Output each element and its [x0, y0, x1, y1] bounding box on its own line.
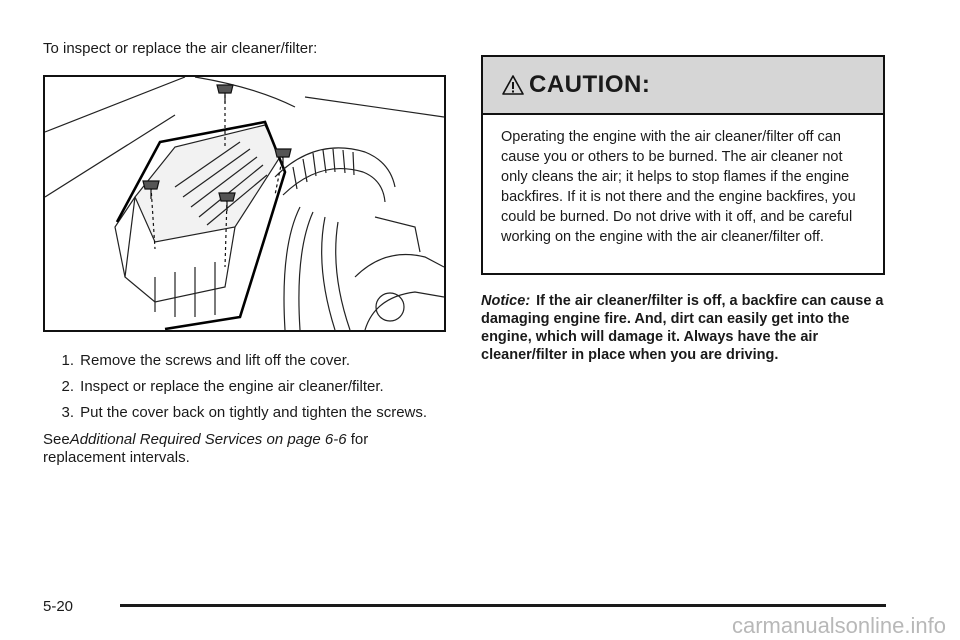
caution-box — [481, 55, 885, 275]
watermark: carmanualsonline.info — [731, 613, 946, 638]
caution-header — [483, 57, 883, 115]
caution-title: CAUTION: — [529, 71, 651, 98]
notice-text: If the air cleaner/filter is off, a backfire can cause a damaging engine fire. And, dirt can easily get into the engine, which will damage it. Always have the air cleaner/filter in place when you are driving. — [481, 293, 884, 363]
cross-reference-link[interactable]: Additional Required Services on page 6-6 — [69, 431, 347, 448]
notice-paragraph — [481, 292, 891, 364]
air-cleaner-drawing — [45, 77, 444, 330]
page-number: 5-20 — [43, 598, 74, 615]
step-item: 1. Remove the screws and lift off the cover. — [61, 352, 351, 369]
footer-rule — [120, 604, 886, 607]
instruction-steps — [43, 352, 463, 430]
notice-label: Notice: — [481, 293, 531, 309]
step-item: 2. Inspect or replace the engine air cleaner/filter. — [61, 378, 384, 395]
step-item: 3. Put the cover back on tightly and tighten the screws. — [61, 404, 428, 421]
see-reference: SeeAdditional Required Services on page 6-6 for replacement intervals. — [43, 431, 369, 466]
warning-triangle-icon — [501, 73, 525, 97]
caution-text: Operating the engine with the air cleaner/filter off can cause you or others to be burned. The air cleaner not only cleans the air; it helps to stop flames if the engine backfires. If it is not there and the engine backfires, you could be burned. Do not drive with it off, and be careful working on the engine with the air cleaner/filter off. — [501, 129, 856, 245]
intro-text: To inspect or replace the air cleaner/filter: — [43, 40, 318, 57]
air-cleaner-illustration — [43, 75, 446, 332]
